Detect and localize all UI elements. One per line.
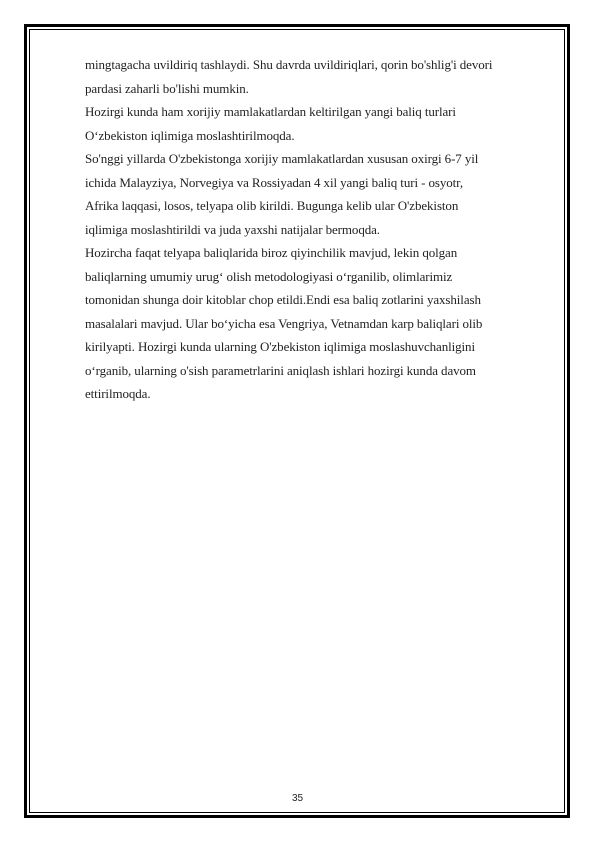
- text-line: ichida Malayziya, Norvegiya va Rossiyadan 4 xil yangi baliq turi - osyotr,: [85, 174, 464, 190]
- text-line: o‘rganib, ularning o'sish parametrlarini aniqlash ishlari hozirgi kunda davom: [85, 362, 476, 378]
- page-number: 35: [291, 793, 304, 804]
- text-line: Hozirgi kunda ham xorijiy mamlakatlardan keltirilgan yangi baliq turlari: [85, 104, 456, 119]
- text-line: kirilyapti. Hozirgi kunda ularning O'zbekiston iqlimiga moslashuvchanligini: [85, 339, 475, 354]
- text-line: baliqlarning umumiy urug‘ olish metodologiyasi o‘rganilib, olimlarimiz: [85, 268, 453, 284]
- text-line: masalalari mavjud. Ular bo‘yicha esa Vengriya, Vetnamdan karp baliqlari olib: [85, 315, 483, 331]
- text-line: tomonidan shunga doir kitoblar chop etildi.Endi esa baliq zotlarini yaxshilash: [85, 292, 481, 307]
- text-line: iqlimiga moslashtirildi va juda yaxshi natijalar bermoqda.: [85, 221, 380, 237]
- document-body: [85, 53, 540, 406]
- text-line: So'nggi yillarda O'zbekistonga xorijiy mamlakatlardan xususan oxirgi 6-7 yil: [85, 151, 479, 166]
- text-line: mingtagacha uvildiriq tashlaydi. Shu davrda uvildiriqlari, qorin bo'shlig'i devori: [85, 57, 493, 72]
- text-line: Afrika laqqasi, losos, telyapa olib kirildi. Bugunga kelib ular O'zbekiston: [85, 198, 459, 213]
- text-line: Hozircha faqat telyapa baliqlarida biroz qiyinchilik mavjud, lekin qolgan: [85, 245, 458, 260]
- text-line: pardasi zaharli bo'lishi mumkin.: [85, 80, 249, 96]
- text-line: ettirilmoqda.: [85, 386, 151, 401]
- text-line: O‘zbekiston iqlimiga moslashtirilmoqda.: [85, 127, 295, 143]
